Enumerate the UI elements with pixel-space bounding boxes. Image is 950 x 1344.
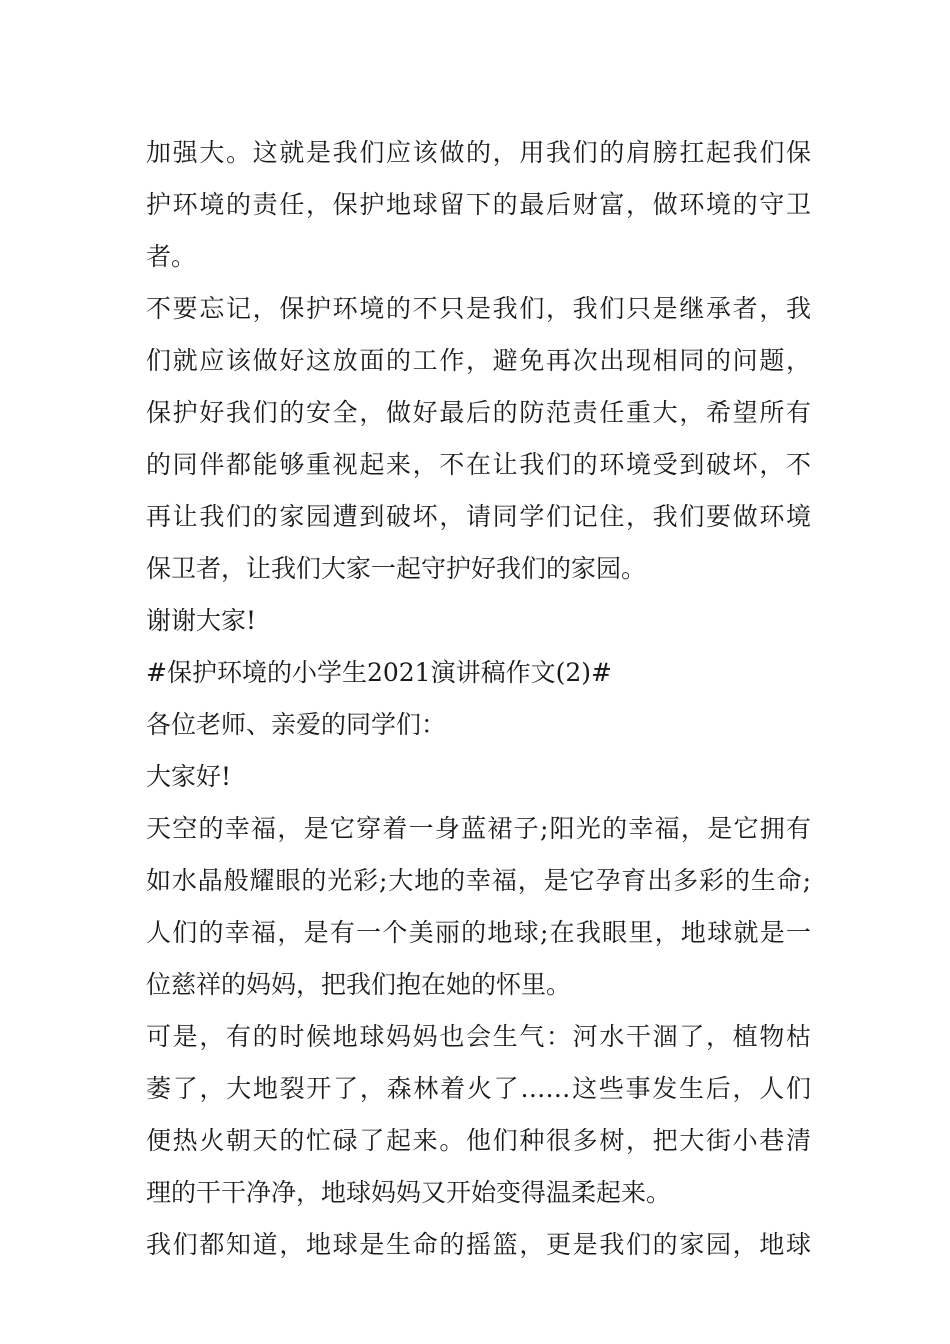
text-line: 护环境的责任，保护地球留下的最后财富，做环境的守卫: [146, 190, 811, 219]
document-body: [146, 127, 811, 1271]
text-line: 可是，有的时候地球妈妈也会生气：河水干涸了，植物枯: [146, 1022, 811, 1051]
text-line: 谢谢大家!: [146, 606, 257, 635]
section-heading: #保护环境的小学生2021演讲稿作文(2)#: [146, 658, 612, 687]
text-line: 人们的幸福，是有一个美丽的地球;在我眼里，地球就是一: [146, 918, 811, 947]
text-line: 位慈祥的妈妈，把我们抱在她的怀里。: [146, 970, 572, 999]
text-line: 如水晶般耀眼的光彩;大地的幸福，是它孕育出多彩的生命;: [146, 866, 811, 895]
text-line: 各位老师、亲爱的同学们：: [146, 710, 447, 739]
text-line: 便热火朝天的忙碌了起来。他们种很多树，把大街小巷清: [146, 1126, 811, 1155]
text-line: 再让我们的家园遭到破坏，请同学们记住，我们要做环境: [146, 502, 811, 531]
text-line: 们就应该做好这放面的工作，避免再次出现相同的问题，: [146, 346, 811, 375]
text-line: 天空的幸福，是它穿着一身蓝裙子;阳光的幸福，是它拥有: [146, 814, 811, 843]
text-line: 保护好我们的安全，做好最后的防范责任重大，希望所有: [146, 398, 811, 427]
text-line: 不要忘记，保护环境的不只是我们，我们只是继承者，我: [146, 294, 811, 323]
text-line: 大家好!: [146, 762, 232, 791]
text-line: 萎了，大地裂开了，森林着火了……这些事发生后，人们: [146, 1074, 811, 1103]
text-line: 理的干干净净，地球妈妈又开始变得温柔起来。: [146, 1178, 672, 1207]
text-line: 的同伴都能够重视起来，不在让我们的环境受到破坏，不: [146, 450, 811, 479]
text-line: 加强大。这就是我们应该做的，用我们的肩膀扛起我们保: [146, 138, 811, 167]
text-line: 保卫者，让我们大家一起守护好我们的家园。: [146, 554, 647, 583]
text-line: 者。: [146, 242, 197, 271]
text-line: 我们都知道，地球是生命的摇篮，更是我们的家园，地球: [146, 1230, 811, 1259]
